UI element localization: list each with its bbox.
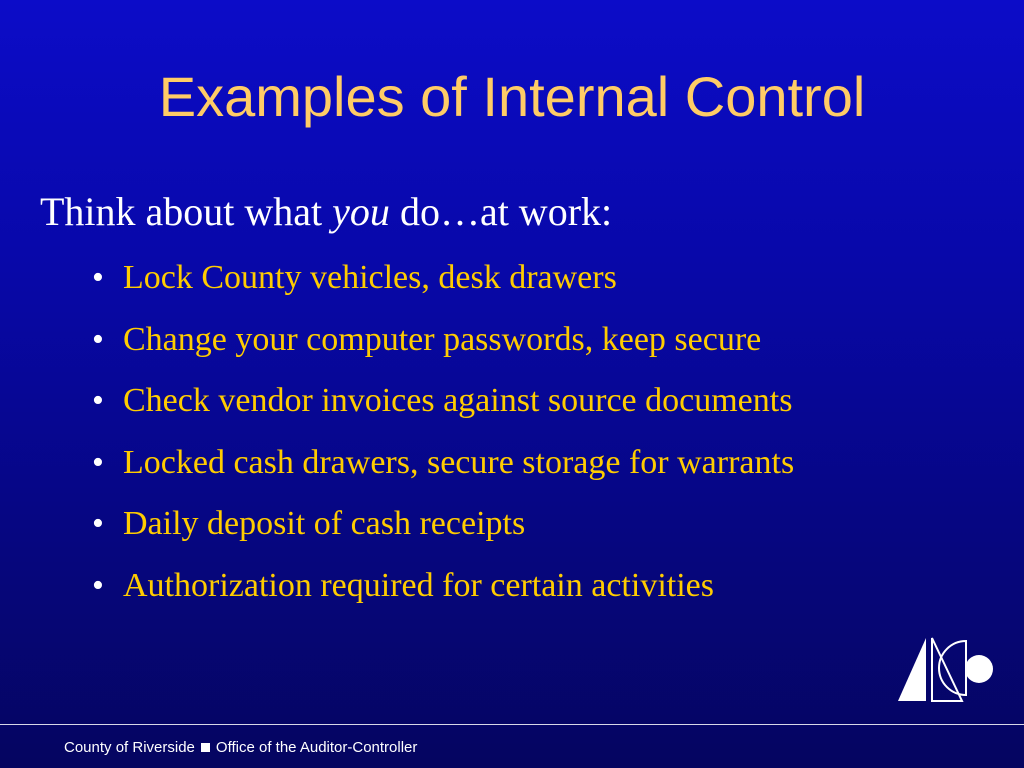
- bullet-item: [92, 558, 794, 620]
- footer: [64, 738, 417, 758]
- intro-text-after: do…at work:: [389, 189, 613, 234]
- bullet-item: [92, 373, 794, 435]
- logo-half-circle-shape: [939, 641, 966, 695]
- bullet-dot-icon: •: [92, 443, 104, 481]
- square-separator-icon: [201, 743, 210, 752]
- bullet-item: [92, 250, 794, 312]
- bullet-text: Locked cash drawers, secure storage for warrants: [123, 443, 795, 481]
- bullet-text: Change your computer passwords, keep secure: [123, 320, 762, 358]
- footer-org: County of Riverside: [64, 739, 195, 756]
- slide-title: Examples of Internal Control: [158, 65, 866, 128]
- bullet-dot-icon: •: [92, 382, 104, 419]
- bullet-text: Check vendor invoices against source documents: [123, 382, 793, 419]
- bullet-item: [92, 312, 794, 374]
- bullet-text: Daily deposit of cash receipts: [123, 505, 526, 542]
- bullet-dot-icon: •: [92, 320, 104, 358]
- bullet-list: [92, 250, 794, 619]
- bullet-dot-icon: •: [92, 259, 104, 296]
- bullet-item: [92, 435, 794, 497]
- logo-triangle-shape: [898, 638, 926, 701]
- bullet-item: [92, 496, 794, 558]
- logo-circle-shape: [965, 655, 993, 683]
- bullet-dot-icon: •: [92, 505, 104, 542]
- bullet-text: Authorization required for certain activities: [123, 566, 714, 604]
- footer-divider: [0, 724, 1024, 725]
- bullet-dot-icon: •: [92, 566, 104, 604]
- auditor-controller-logo-icon: [896, 633, 996, 703]
- intro-text-before: Think about what: [40, 189, 333, 234]
- intro-line: [40, 184, 612, 240]
- intro-emphasis: you: [332, 189, 390, 234]
- bullet-text: Lock County vehicles, desk drawers: [123, 259, 617, 296]
- footer-office: Office of the Auditor-Controller: [215, 739, 418, 756]
